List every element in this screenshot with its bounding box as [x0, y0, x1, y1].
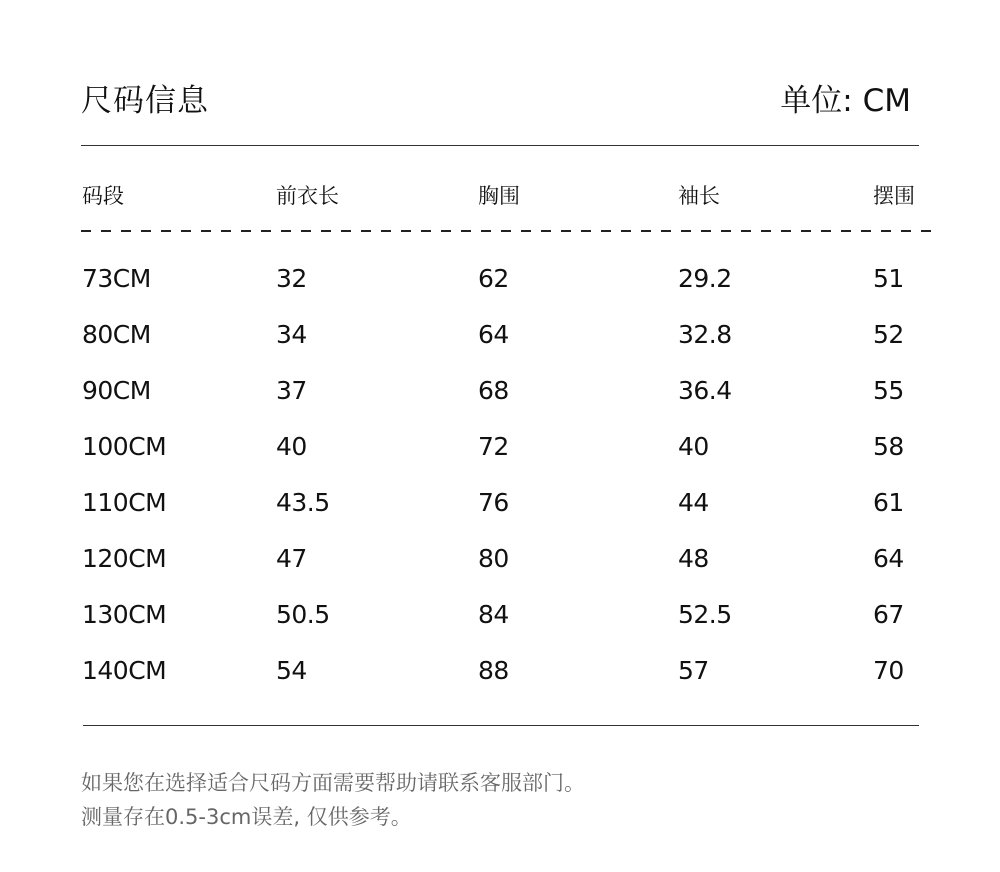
table-cell-size: 90CM	[82, 376, 151, 405]
table-cell-hem: 70	[873, 656, 904, 685]
table-cell-chest: 62	[478, 264, 509, 293]
table-cell-hem: 55	[873, 376, 904, 405]
bottom-divider	[83, 725, 919, 726]
table-cell-front-length: 54	[276, 656, 307, 685]
table-cell-size: 130CM	[82, 600, 167, 629]
column-header-front-length: 前衣长	[276, 184, 339, 208]
table-cell-size: 73CM	[82, 264, 151, 293]
table-cell-front-length: 34	[276, 320, 307, 349]
table-cell-chest: 80	[478, 544, 509, 573]
table-cell-chest: 72	[478, 432, 509, 461]
table-cell-chest: 88	[478, 656, 509, 685]
table-cell-size: 140CM	[82, 656, 167, 685]
table-cell-front-length: 47	[276, 544, 307, 573]
table-cell-hem: 61	[873, 488, 904, 517]
table-cell-front-length: 32	[276, 264, 307, 293]
help-note: 如果您在选择适合尺码方面需要帮助请联系客服部门。	[81, 771, 585, 795]
table-cell-size: 120CM	[82, 544, 167, 573]
table-cell-sleeve-length: 40	[678, 432, 709, 461]
table-cell-front-length: 37	[276, 376, 307, 405]
table-cell-chest: 64	[478, 320, 509, 349]
table-cell-sleeve-length: 29.2	[678, 264, 732, 293]
table-cell-sleeve-length: 36.4	[678, 376, 732, 405]
table-cell-hem: 52	[873, 320, 904, 349]
table-cell-hem: 67	[873, 600, 904, 629]
table-cell-size: 110CM	[82, 488, 167, 517]
table-cell-hem: 64	[873, 544, 904, 573]
table-cell-hem: 58	[873, 432, 904, 461]
table-cell-size: 80CM	[82, 320, 151, 349]
table-cell-chest: 76	[478, 488, 509, 517]
measurement-error-note: 测量存在0.5-3cm误差, 仅供参考。	[81, 805, 412, 829]
top-divider	[81, 145, 919, 146]
table-cell-sleeve-length: 32.8	[678, 320, 732, 349]
table-cell-chest: 84	[478, 600, 509, 629]
table-cell-front-length: 43.5	[276, 488, 330, 517]
size-info-title: 尺码信息	[81, 83, 209, 119]
table-cell-chest: 68	[478, 376, 509, 405]
column-header-hem: 摆围	[873, 184, 915, 208]
unit-label: 单位: CM	[780, 83, 911, 119]
table-cell-sleeve-length: 44	[678, 488, 709, 517]
table-cell-sleeve-length: 57	[678, 656, 709, 685]
header-dashed-divider	[81, 230, 941, 232]
table-cell-sleeve-length: 48	[678, 544, 709, 573]
table-cell-hem: 51	[873, 264, 904, 293]
table-cell-front-length: 40	[276, 432, 307, 461]
column-header-chest: 胸围	[478, 184, 520, 208]
table-cell-size: 100CM	[82, 432, 167, 461]
column-header-sleeve-length: 袖长	[678, 184, 720, 208]
table-cell-front-length: 50.5	[276, 600, 330, 629]
column-header-size: 码段	[82, 184, 124, 208]
table-cell-sleeve-length: 52.5	[678, 600, 732, 629]
